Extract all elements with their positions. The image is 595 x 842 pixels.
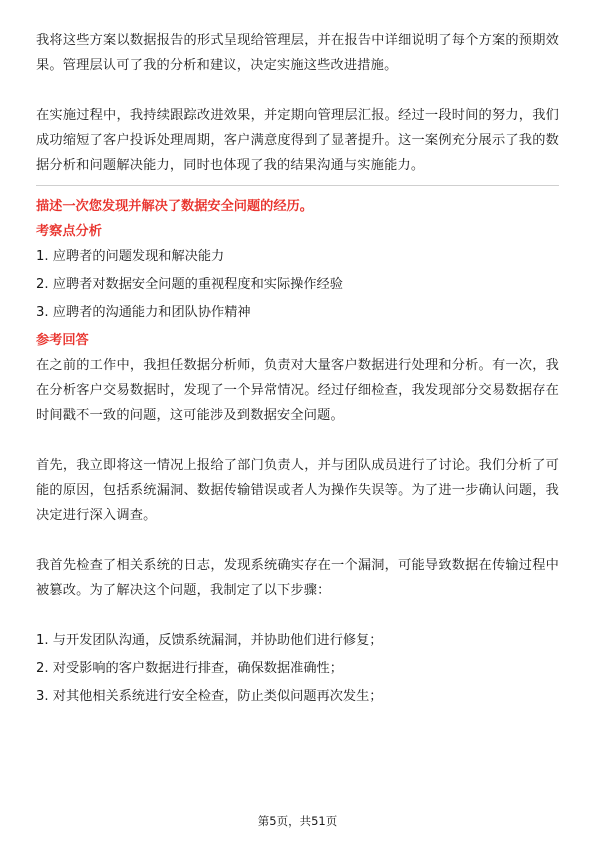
- answer-paragraph-3: 我首先检查了相关系统的日志，发现系统确实存在一个漏洞，可能导致数据在传输过程中被篡改。为了解决这个问题，我制定了以下步骤：: [36, 558, 559, 598]
- answer-paragraph-1: 在之前的工作中，我担任数据分析师，负责对大量客户数据进行处理和分析。有一次，我在分析客户交易数据时，发现了一个异常情况。经过仔细检查，我发现部分交易数据存在时间戳不一致的问题，这可能涉及到数据安全问题。: [36, 358, 559, 423]
- analysis-point-2: 2. 应聘者对数据安全问题的重视程度和实际操作经验: [36, 277, 343, 292]
- step-item-2: 2. 对受影响的客户数据进行排查，确保数据准确性；: [36, 661, 343, 676]
- page-number-footer: 第5页，共51页: [257, 814, 338, 828]
- paragraph-gap: [36, 528, 559, 553]
- paragraph-gap: [36, 603, 559, 628]
- analysis-point-1: 1. 应聘者的问题发现和解决能力: [36, 249, 225, 264]
- step-item-1: 1. 与开发团队沟通，反馈系统漏洞，并协助他们进行修复；: [36, 633, 383, 648]
- section-divider: [36, 185, 559, 186]
- analysis-heading: 考察点分析: [36, 224, 102, 239]
- answer-paragraph-2: 首先，我立即将这一情况上报给了部门负责人，并与团队成员进行了讨论。我们分析了可能的原因，包括系统漏洞、数据传输错误或者人为操作失误等。为了进一步确认问题，我决定进行深入调查。: [36, 458, 559, 523]
- paragraph-gap: [36, 428, 559, 453]
- analysis-point-3: 3. 应聘者的沟通能力和团队协作精神: [36, 305, 251, 320]
- step-item-3: 3. 对其他相关系统进行安全检查，防止类似问题再次发生；: [36, 689, 383, 704]
- paragraph-gap: [36, 78, 559, 103]
- document-page: [36, 28, 559, 712]
- intro-paragraph-2: 在实施过程中，我持续跟踪改进效果，并定期向管理层汇报。经过一段时间的努力，我们成功缩短了客户投诉处理周期，客户满意度得到了显著提升。这一案例充分展示了我的数据分析和问题解决能力，同时也体现了我的结果沟通与实施能力。: [36, 108, 559, 173]
- intro-paragraph-1: 我将这些方案以数据报告的形式呈现给管理层，并在报告中详细说明了每个方案的预期效果。管理层认可了我的分析和建议，决定实施这些改进措施。: [36, 33, 559, 73]
- question-title: 描述一次您发现并解决了数据安全问题的经历。: [36, 199, 313, 214]
- answer-heading: 参考回答: [36, 333, 89, 348]
